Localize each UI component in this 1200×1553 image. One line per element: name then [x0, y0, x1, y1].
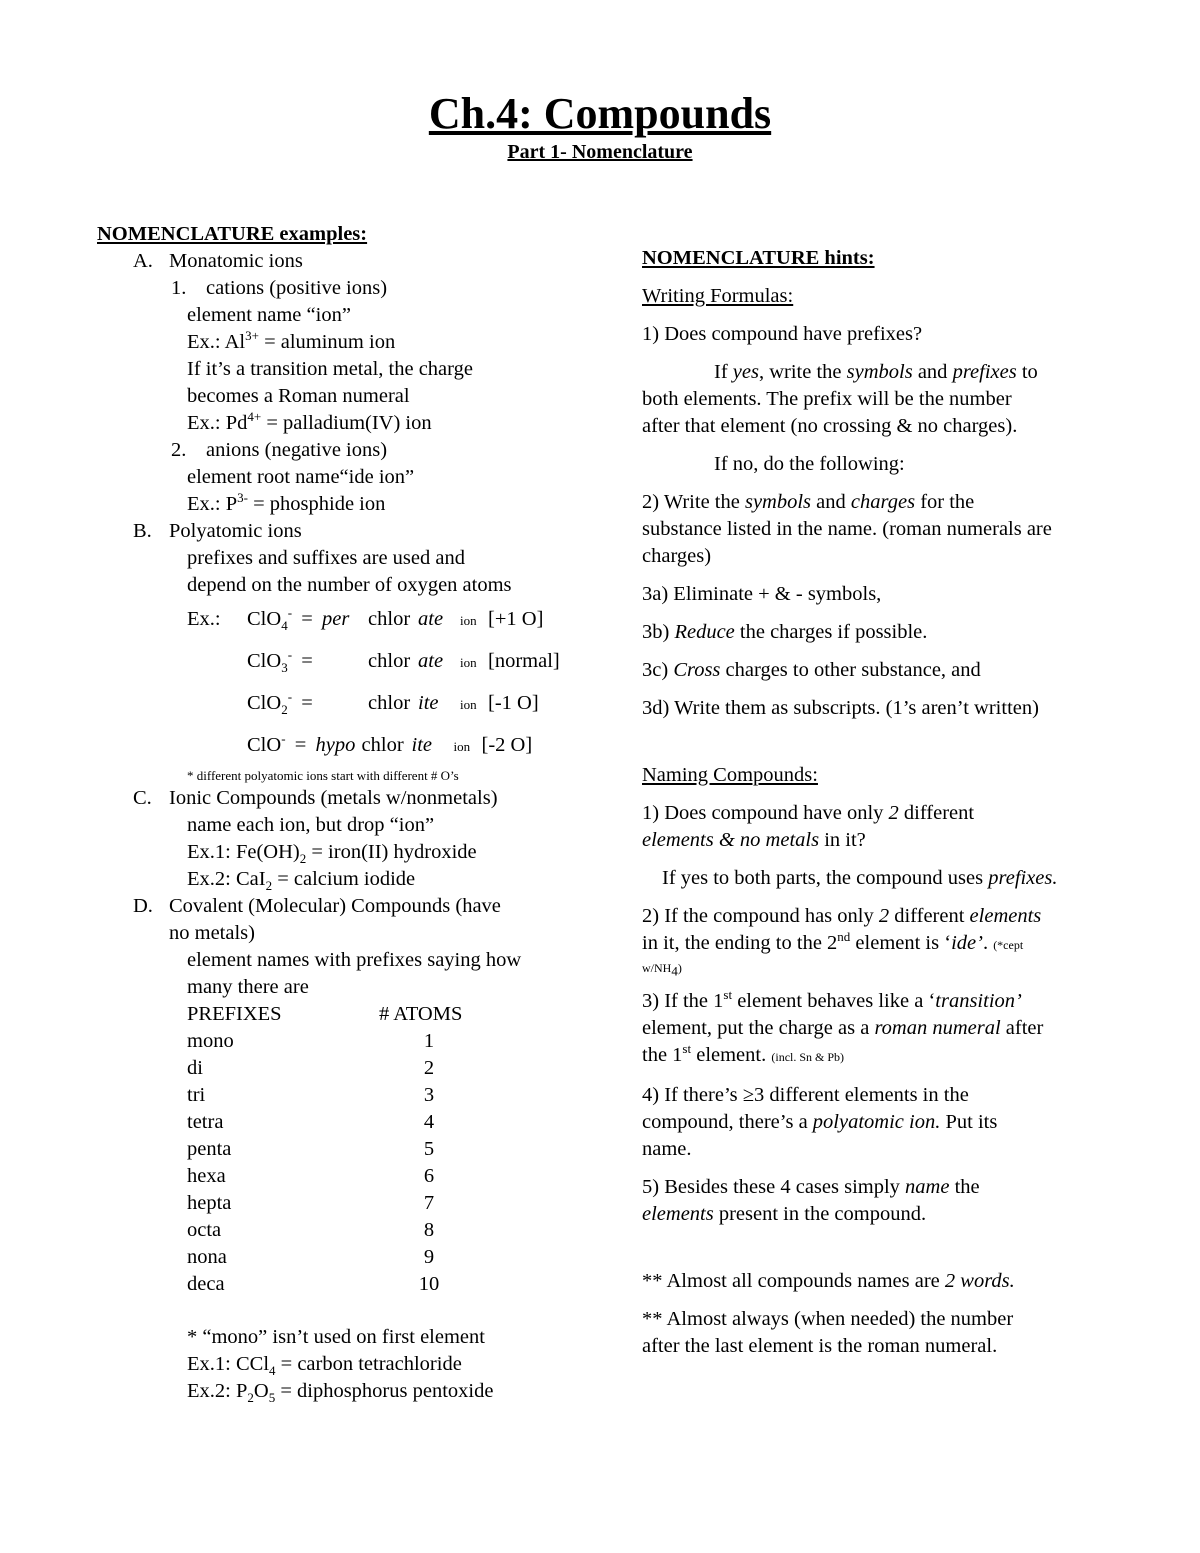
- naming-yes-line: If yes to both parts, the compound uses prefixes.: [662, 867, 1058, 889]
- writing-step-3a: 3a) Eliminate + & - symbols,: [642, 583, 882, 605]
- d-example-2: Ex.2: $P_2O_5$ = diphosphorus pentoxide: [187, 1380, 494, 1406]
- writing-no-line: If no, do the following:: [714, 453, 905, 475]
- writing-step-3c: 3c) Cross charges to other substance, and: [642, 659, 981, 681]
- c-rule: name each ion, but drop “ion”: [187, 814, 435, 836]
- a1-note-1: If it’s a transition metal, the charge: [187, 358, 473, 380]
- prefix-row: nona 9: [187, 1246, 435, 1268]
- prefix-row: tri 3: [187, 1084, 435, 1106]
- prefix-row: mono 1: [187, 1030, 435, 1052]
- section-c: C. Ionic Compounds (metals w/nonmetals): [133, 787, 498, 809]
- prefix-row: deca 10: [187, 1273, 440, 1295]
- poly-row: ClO$_3$- = chlor ate ion [normal]: [247, 647, 560, 676]
- section-a1: 1. cations (positive ions): [171, 277, 388, 299]
- d-rule-2: many there are: [187, 976, 309, 998]
- section-d: D. Covalent (Molecular) Compounds (have: [133, 895, 501, 917]
- naming-step-2: 2) If the compound has only 2 different elements in it, the ending to the 2nd element is ‘ide’. (*cept $w/NH_4$): [642, 905, 1042, 979]
- poly-row: ClO- = hypo chlor ite ion [-2 O]: [247, 731, 533, 756]
- prefix-row: di 2: [187, 1057, 435, 1079]
- a1-rule: element name “ion”: [187, 304, 351, 326]
- writing-yes-line-2: both elements. The prefix will be the number: [642, 388, 1012, 410]
- writing-yes-block: [642, 359, 1132, 440]
- summary-note-2: ** Almost always (when needed) the number after the last element is the roman numeral.: [642, 1308, 1014, 1357]
- b-desc-2: depend on the number of oxygen atoms: [187, 574, 512, 596]
- prefix-row: hepta 7: [187, 1192, 435, 1214]
- prefix-table-header: PREFIXES # ATOMS: [187, 1003, 463, 1025]
- a1-example-1: Ex.: $Al^{3+}$ = aluminum ion: [187, 328, 396, 353]
- section-b: B. Polyatomic ions: [133, 520, 302, 542]
- examples-heading: NOMENCLATURE examples:: [97, 223, 368, 245]
- examples-column: [97, 221, 597, 1405]
- section-a2: 2. anions (negative ions): [171, 439, 388, 461]
- naming-step-1: 1) Does compound have only 2 different elements & no metals in it?: [642, 802, 975, 851]
- naming-compounds-title: Naming Compounds:: [642, 764, 818, 786]
- naming-step-3: 3) If the 1st element behaves like a ‘transition’ element, put the charge as a roman numeral after the 1st element. (incl. Sn & Pb): [642, 987, 1044, 1066]
- poly-row: Ex.: ClO$_4$- = per chlor ate ion [+1 O]: [187, 605, 544, 634]
- prefix-row: hexa 6: [187, 1165, 435, 1187]
- a2-rule: element root name“ide ion”: [187, 466, 415, 488]
- naming-step-4: 4) If there’s ≥3 different elements in the compound, there’s a polyatomic ion. Put its name.: [642, 1084, 998, 1160]
- poly-row: ClO$_2$- = chlor ite ion [-1 O]: [247, 689, 539, 718]
- section-d-label-2: no metals): [169, 922, 255, 944]
- b-desc-1: prefixes and suffixes are used and: [187, 547, 465, 569]
- prefix-row: octa 8: [187, 1219, 435, 1241]
- writing-yes-line-3: after that element (no crossing & no charges).: [642, 415, 1018, 437]
- writing-yes-line: If yes, write the symbols and prefixes to: [714, 361, 1038, 383]
- writing-step-3b: 3b) Reduce the charges if possible.: [642, 621, 928, 643]
- a2-example: Ex.: $P^{3-}$ = phosphide ion: [187, 490, 386, 515]
- prefix-row: penta 5: [187, 1138, 435, 1160]
- naming-step-5: 5) Besides these 4 cases simply name the elements present in the compound.: [642, 1176, 980, 1225]
- writing-step-3d: 3d) Write them as subscripts. (1’s aren’t written): [642, 697, 1039, 719]
- d-example-1: Ex.1: CCl$_4$ = carbon tetrachloride: [187, 1353, 462, 1379]
- writing-formulas-title: Writing Formulas:: [642, 285, 794, 307]
- summary-note-1: ** Almost all compounds names are 2 words.: [642, 1270, 1015, 1292]
- prefix-row: tetra 4: [187, 1111, 435, 1133]
- section-a: A. Monatomic ions: [133, 250, 303, 272]
- d-rule-1: element names with prefixes saying how: [187, 949, 522, 971]
- writing-step-2: 2) Write the symbols and charges for the substance listed in the name. (roman numerals are charges): [642, 491, 1052, 567]
- a1-example-2: Ex.: $Pd^{4+}$ = palladium(IV) ion: [187, 409, 432, 434]
- page-subtitle: Part 1- Nomenclature: [507, 141, 693, 163]
- c-example-2: Ex.2: CaI$_2$ = calcium iodide: [187, 868, 416, 894]
- hints-heading: NOMENCLATURE hints:: [642, 247, 875, 269]
- page-title: Ch.4: Compounds: [428, 89, 772, 138]
- writing-step-1: 1) Does compound have prefixes?: [642, 323, 923, 345]
- d-note: * “mono” isn’t used on first element: [187, 1326, 485, 1348]
- b-footnote: * different polyatomic ions start with different # O’s: [187, 768, 459, 783]
- hints-column: [642, 245, 1132, 1360]
- a1-note-2: becomes a Roman numeral: [187, 385, 410, 407]
- c-example-1: Ex.1: $Fe(OH)_2$ = iron(II) hydroxide: [187, 841, 477, 867]
- prefix-table: [97, 1001, 597, 1298]
